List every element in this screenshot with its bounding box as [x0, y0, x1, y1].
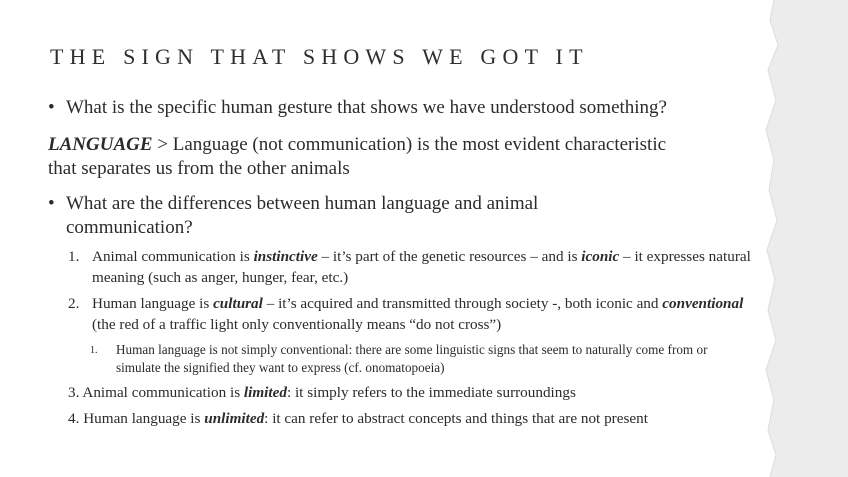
list-item-3	[68, 382, 718, 403]
torn-paper-edge	[758, 0, 848, 477]
emphasis-iconic: iconic	[581, 248, 620, 265]
language-keyword: LANGUAGE	[48, 134, 153, 155]
language-statement-text: > Language (not communication) is the most evident characteristic that separates us from the other animals	[48, 134, 667, 179]
item-text: 4. Human language is	[68, 410, 205, 427]
item-text: : it simply refers to the immediate surroundings	[286, 384, 576, 401]
item-text: Human language is	[92, 295, 214, 312]
bullet-text: What are the differences between human language and animal communication?	[66, 193, 539, 238]
bullet-text: What is the specific human gesture that shows we have understood something?	[66, 97, 667, 118]
slide-title: THE SIGN THAT SHOWS WE GOT IT	[50, 44, 589, 69]
item-text: – it’s acquired and transmitted through society -, both iconic and	[262, 295, 663, 312]
sub-item-text: Human language is not simply conventional: there are some linguistic signs that seem to naturally come from or simulate the signified they want to express (cf. onomatopoeia)	[116, 342, 708, 375]
emphasis-unlimited: unlimited	[204, 410, 265, 427]
bullet-marker: •	[48, 97, 55, 118]
emphasis-conventional: conventional	[662, 295, 744, 312]
item-text: Animal communication is	[92, 248, 254, 265]
bullet-marker: •	[48, 193, 55, 214]
language-statement	[48, 133, 688, 181]
list-number: 1.	[68, 248, 80, 265]
bullet-question-gesture	[48, 97, 667, 119]
item-text: (the red of a traffic light only conventionally means “do not cross”)	[92, 316, 502, 333]
item-text: – it’s part of the genetic resources – and is	[317, 248, 582, 265]
emphasis-instinctive: instinctive	[253, 248, 318, 265]
list-item-4	[68, 408, 718, 429]
item-text: 3. Animal communication is	[68, 384, 244, 401]
item-text: – it expresses natural meaning (such as anger, hunger, fear, etc.)	[92, 248, 751, 286]
emphasis-cultural: cultural	[213, 295, 263, 312]
sub-list-number: 1.	[90, 345, 98, 356]
emphasis-limited: limited	[243, 384, 287, 401]
bullet-question-differences	[48, 192, 668, 238]
item-text: : it can refer to abstract concepts and things that are not present	[264, 410, 648, 427]
list-number: 2.	[68, 295, 80, 312]
